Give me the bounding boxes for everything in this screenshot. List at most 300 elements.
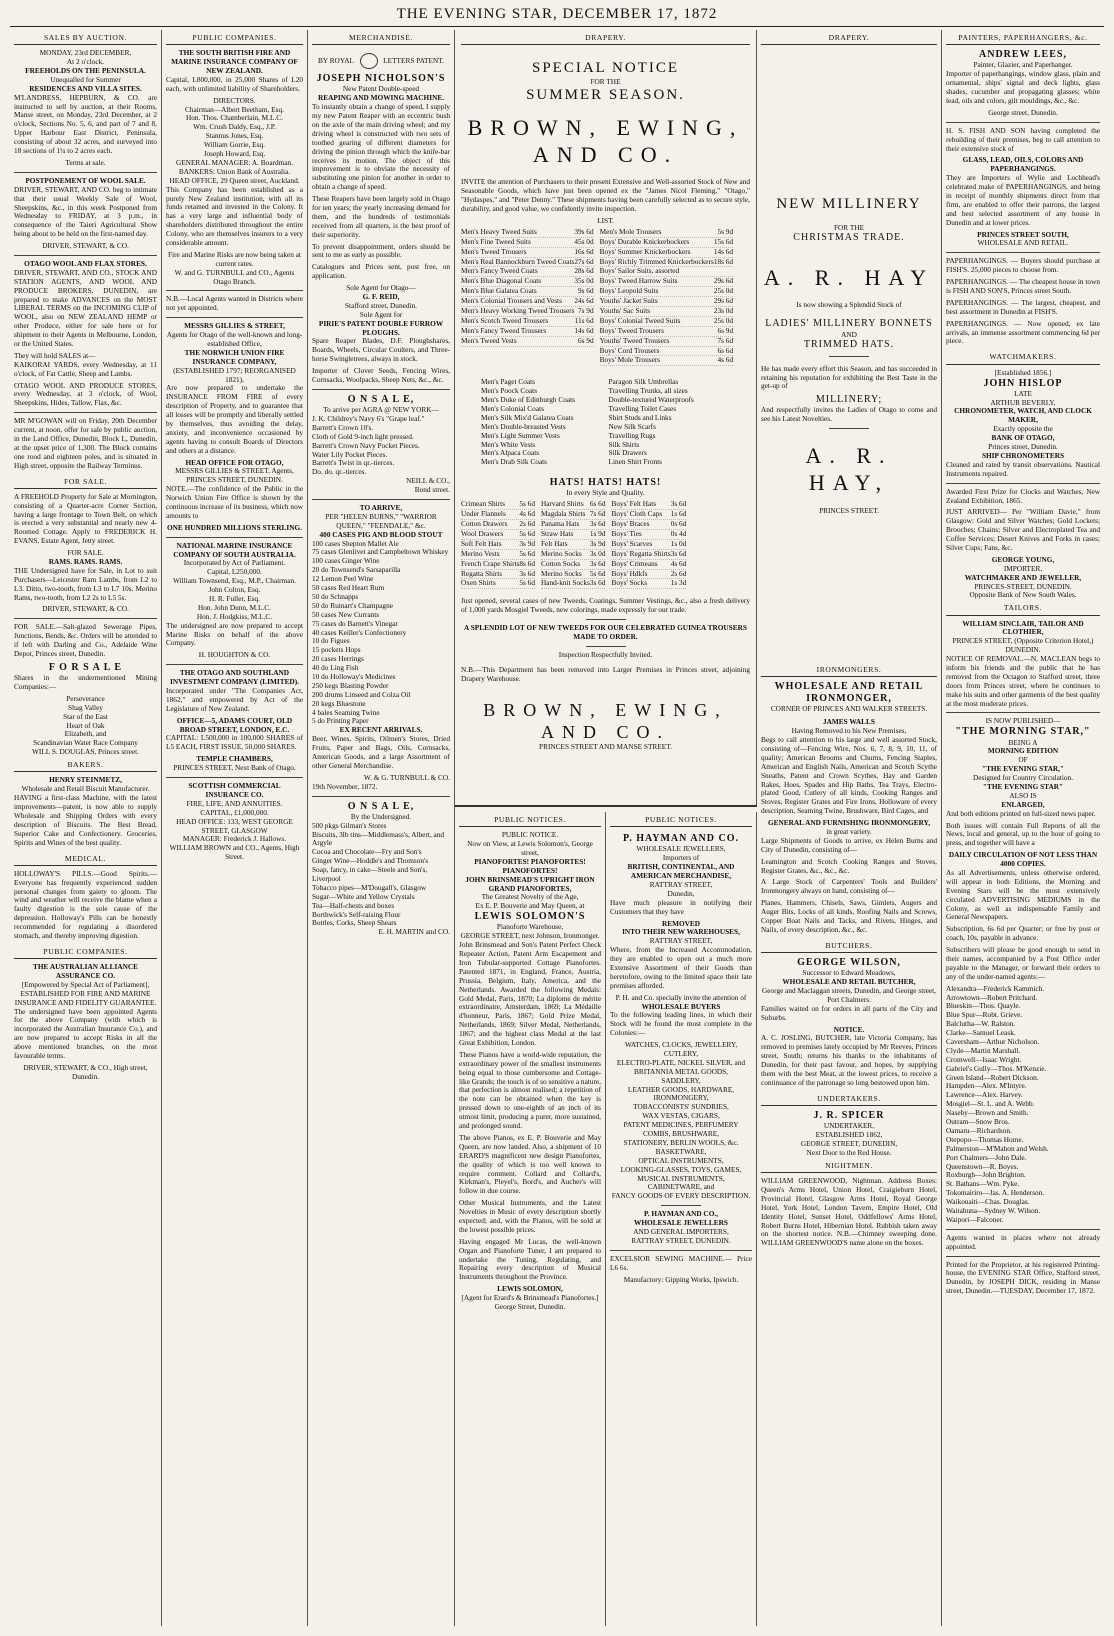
prevent-note: To prevent disappointment, orders should be sent to me as early as possible.: [312, 241, 450, 260]
item-price: 4s 6d: [670, 558, 687, 568]
list-item: Queenstown—R. Boyes.: [946, 1161, 1019, 1171]
hayman-rattray: RATTRAY STREET,: [649, 880, 713, 889]
list-item: J. K. Childrey's Navy 6's "Grape leaf.": [312, 414, 425, 424]
list-item: LOOKING-GLASSES, TOYS, GAMES,: [620, 1164, 742, 1174]
pianos-body-3: The above Pianos, ex E. P. Bouverie and May Queen, are now landed. Also, a shipment of 10 ERARD'S magnificent new design Pianofortes, the quality of which is too well known to require comment. Collard and Collard's, Kirkman's, Pleyel's, Bord's, and Aucher's will follow in due course.: [459, 1132, 601, 1196]
item-name: Soft Felt Hats: [461, 538, 502, 548]
solomon-address: GEORGE STREET, next Johnson, Ironmonger.: [460, 931, 600, 941]
section-header: PUBLIC NOTICES.: [610, 812, 752, 827]
item-price: 25s 0d: [713, 315, 734, 325]
catalogues-note: Catalogues and Prices sent, post free, on application.: [312, 262, 450, 281]
list-item: William Townsend, Esq., M.P., Chairman.: [173, 576, 296, 586]
inspection: Inspection Respectfully Invited.: [558, 649, 653, 659]
exactly-opposite: Exactly opposite the: [993, 424, 1053, 434]
divider: [829, 356, 869, 357]
auction-time: At 2 o'clock.: [66, 57, 105, 67]
list-item: Blueskin—Thos. Quayle.: [946, 1001, 1021, 1011]
list-item: H. R. Fuller, Esq.: [209, 594, 260, 604]
scottish-office: HEAD OFFICE: 133, WEST GEORGE STREET, GLASGOW: [176, 816, 293, 835]
hayman-rattray-2: RATTRAY STREET,: [649, 936, 713, 946]
item-name: Youths' Tweed Trousers: [599, 335, 670, 345]
item-name: French Crape Shirts: [461, 558, 520, 568]
scottish-manager: MANAGER: Frederick J. Hallows.: [182, 834, 287, 844]
item-name: Merino Socks: [540, 568, 582, 578]
item-name: Boys' Leopold Suits: [599, 286, 659, 296]
pianos-body: John Brinsmead and Son's Patent Perfect Check Repeater Action, Patent Arm Escapement and Iron Tubular-supported Cottage Pianofortes. Patented 1871, in England, France, Austria, Prussia, Belgium, Italy, America, and the Netherlands. Awarded the following Medals: Gold Medal, Paris, 1870; La diplome de mérite extraordinaire, Amsterdam, 1869; La Médaille d'honneur, Paris, 1867; Gold Prize Medal, Netherlands, 1869; Silver Medal, Netherlands, 1867; and the highest class Medal at the last Great Exhibition, London.: [459, 940, 601, 1048]
list-item: Shag Valley: [68, 702, 103, 712]
hislop-name: JOHN HISLOP: [983, 377, 1063, 389]
young-address: PRINCES-STREET, DUNEDIN.: [974, 581, 1072, 591]
otago-wool-body: DRIVER, STEWART, AND CO., STOCK AND STATION AGENTS, AND WOOL AND PRODUCE BROKERS, DUNEDIN, are prepared to make ADVANCES on the MOST LIBERAL TERMS on the INCOMING CLIP of WOOL, also on NEW ZEALAND HEMP or other Produce, either for sale here or for shipment to their Agents in Melbourne, London, or the United States.: [14, 267, 157, 348]
item-name: Boys' Regatta Shirts: [611, 548, 671, 558]
circulation: DAILY CIRCULATION OF NOT LESS THAN 4000 COPIES.: [948, 850, 1098, 869]
list-item: Hon. Thos. Chamberlain, M.L.C.: [186, 113, 283, 123]
item-name: Men's Real Bannockburn Tweed Coats: [461, 256, 575, 266]
scottish-capital: CAPITAL, £1,000,000.: [200, 807, 269, 817]
pianos-body-2: These Pianos have a world-wide reputation, the extraordinary power of the smallest instruments being equal to those cumbersome and Cottage-like Grands; the touch is of so sensitive a nature, that perfection is almost realised; a repetition of the note can be obtained when the key is pressed down to one-eighth of an inch of its utmost limit, producing a purer, more sustained, and prolonged sound.: [459, 1049, 601, 1131]
list-item: Tokomairiro—Jas. A. Henderson.: [946, 1188, 1045, 1198]
hayman-lines: [610, 1041, 752, 1201]
item-name: Boys' Crimeans: [611, 558, 658, 568]
item-name: Men's Fancy Tweed Coats: [461, 266, 538, 276]
section-header: PUBLIC COMPANIES.: [166, 30, 303, 45]
neill-sign: NEILL & CO.,: [406, 476, 450, 486]
nicholson-title: JOSEPH NICHOLSON'S: [316, 73, 446, 85]
otago-southland-title: THE OTAGO AND SOUTHLAND INVESTMENT COMPANY (LIMITED).: [170, 668, 299, 687]
list-item: Cocoa and Chocolate—Fry and Son's: [312, 847, 422, 857]
hay-title: A. R. HAY: [763, 264, 935, 290]
item-name: Boys' Mole Trousers: [599, 355, 661, 365]
section-header: DRAPERY.: [761, 30, 937, 45]
general-manager: GENERAL MANAGER: A. Boardman.: [175, 157, 294, 167]
item-name: Boys' Durable Knickerbockers: [599, 236, 690, 246]
established: [Established 1856.]: [994, 367, 1052, 377]
item-name: Boys' Cord Trousers: [599, 345, 660, 355]
hayman-into: INTO THEIR NEW WAREHOUSES,: [622, 927, 740, 937]
divider: [946, 1256, 1100, 1257]
divider: [661, 1205, 701, 1206]
for-the: FOR THE: [833, 222, 865, 232]
lees-address: George street, Dunedin.: [988, 107, 1058, 117]
item-name: Merino Vests: [461, 548, 500, 558]
item-price: 15s 6d: [713, 236, 734, 246]
national-body: The undersigned are now prepared to accept Marine Risks on behalf of the above Company.: [166, 620, 303, 648]
sole-agent: Sole Agent for Otago—: [346, 283, 416, 293]
subscription: Subscription, 6s 6d per Quarter; or free by post or coach, 10s, payable in advance.: [946, 924, 1100, 943]
item-price: 3s 6d: [670, 548, 687, 558]
houghton-sign: H. HOUGHTON & CO.: [198, 650, 271, 660]
section-header: TAILORS.: [946, 600, 1100, 615]
list-item: OPTICAL INSTRUMENTS,: [638, 1155, 724, 1165]
large-shipments: Large Shipments of Goods to arrive, ex Helen Burns and City of Dunedin, consisting of—: [761, 835, 937, 854]
coats-list: [481, 378, 730, 467]
otago-wool-title: OTAGO WOOL AND FLAX STORES.: [24, 258, 147, 268]
agents-wanted: Agents wanted in places where not already appointed.: [946, 1232, 1100, 1251]
list-item: Tobacco pipes—M'Dougall's, Glasgow: [312, 882, 427, 892]
solomon-sign: LEWIS SOLOMON,: [497, 1284, 563, 1294]
norwich-title: THE NORWICH UNION FIRE INSURANCE COMPANY,: [184, 347, 285, 366]
list-item: Men's Drab Silk Coats: [481, 457, 547, 467]
list-item: MUSICAL INSTRUMENTS,: [637, 1173, 725, 1183]
hayman-buyers: WHOLESALE BUYERS: [641, 1001, 721, 1011]
trimmed-hats: TRIMMED HATS.: [803, 339, 895, 351]
list-item: John Colton, Esq.: [208, 585, 261, 595]
price-row: [461, 337, 594, 347]
list-item: BASKETWARE,: [655, 1146, 707, 1156]
hats-sub: In every Style and Quality.: [566, 488, 645, 498]
lees-name: ANDREW LEES,: [979, 49, 1067, 61]
pianofortes-title: PIANOFORTES! PIANOFORTES! PIANOFORTES!: [474, 856, 586, 875]
item-price: 7s 6d: [589, 509, 606, 519]
item-name: Youths' Jacket Suits: [599, 296, 658, 306]
list-item: Soap, fancy, in cake—Steele and Son's, Liverpool: [312, 865, 428, 883]
scottish-sign: WILLIAM BROWN and CO., Agents, High Street.: [169, 843, 300, 862]
alliance-sub: [Empowered by Special Act of Parliament], ESTABLISHED FOR FIRE AND MARINE INSURANCE AND FIDELITY GUARANTEE.: [14, 979, 157, 1007]
cargo-list: [312, 540, 450, 727]
bank-address: Princes street, Dunedin.: [988, 442, 1058, 452]
item-name: Cotton Drawers: [461, 519, 508, 529]
list-item: Mosgiel—St. L. and A. Webb.: [946, 1099, 1035, 1109]
item-price: 3s 6d: [589, 578, 606, 588]
item-name: Boys' Tweed Harrow Suits: [599, 276, 678, 286]
list-item: Outram—Snow Bros.: [946, 1117, 1010, 1127]
item-price: 5s 6d: [519, 578, 535, 588]
list-item: Barrett's Crown 10's.: [312, 422, 374, 432]
spicer-address: GEORGE STREET, DUNEDIN,: [800, 1139, 898, 1149]
evening-star: "THE EVENING STAR,": [982, 764, 1064, 774]
list-item: Star of the East: [63, 711, 108, 721]
list-item: 200 drums Linseed and Colza Oil: [312, 689, 411, 699]
letters-patent: LETTERS PATENT.: [383, 55, 444, 65]
norwich-agents: MESSRS GILLIES & STREET, Agents,: [175, 466, 294, 476]
divider: [946, 252, 1100, 253]
item-name: Men's Tweed Vests: [461, 335, 517, 345]
item-price: 6s 9d: [717, 325, 734, 335]
for-sale-title: FOR SALE.: [67, 548, 104, 558]
sewerage-notice: FOR SALE.—Salt-glazed Sewerage Pipes, Junctions, Bends, &c. Orders will be attended to if left with Darling and Co., Adelaide Wine Depot, Princes street, Dunedin.: [14, 622, 157, 659]
section-header: BAKERS.: [14, 757, 157, 772]
item-price: 16s 6d: [574, 246, 594, 256]
item-name: Men's Scotch Tweed Trousers: [461, 315, 549, 325]
special-notice: SPECIAL NOTICE: [531, 60, 680, 77]
on-view: Now on View, at Lewis Solomon's, George street,: [467, 839, 593, 858]
list-item: Heart of Oak: [66, 720, 105, 730]
summer-season: SUMMER SEASON.: [526, 87, 685, 104]
item-price: 6s 6d: [717, 345, 734, 355]
item-price: 27s 6d: [574, 256, 594, 266]
opened-note: Just opened, several cases of new Tweeds, Coatings, Summer Vestings, &c., also a fresh delivery of 1,000 yards Mosgiel Tweeds, new colorings, made expressly for our trade.: [461, 596, 750, 615]
divider: [14, 412, 157, 413]
column-merchandise: [308, 30, 455, 1626]
solomon-name: LEWIS SOLOMON'S: [474, 911, 586, 923]
temple-sub: PRINCES STREET, Next Bank of Otago.: [173, 763, 296, 773]
being: BEING A: [1008, 737, 1038, 747]
enlarged-body: And both editions printed on full-sized news paper.: [946, 808, 1096, 818]
walls-body: Begs to call attention to his large and well assorted Stock, consisting of—Fencing Wire, Nos. 6, 7, 8, 9, 10, 11, of quality; American Brooms and Churns, Fencing Staples, American and English Nails, American and Scotch Scythe Sneaths, Patent and Crown Scythes, Hay and Garden Rakes, Hoes, Spades and Hip Baths, Tea Trays, Electro-plated Good, Cutlery of all kinds, Cooking Ranges and Stoves, Register Grates and Fire Irons, Holloware of every description, Seaming Twine, Brushware, Bird Cages, and: [761, 735, 937, 816]
list-item: Tea—Half-chests and boxes: [312, 900, 395, 910]
item-price: 4s 6d: [717, 355, 734, 365]
section-header: PUBLIC NOTICES.: [459, 812, 601, 827]
item-price: 24s 6d: [574, 296, 594, 306]
item-name: Harvard Shirts: [540, 499, 584, 509]
norwich-body: Are now prepared to undertake the INSURANCE FROM FIRE of every description of Property, and to guarantee that all losses will be promptly and liberally settled by themselves, thus avoiding the delay, anxiety, and inconvenience occasioned by agents having to consult Boards of Directors and others at a distance.: [166, 383, 303, 455]
item-name: Under Flannels: [461, 509, 506, 519]
beverly: ARTHUR BEVERLY,: [990, 397, 1056, 407]
item-name: Boys' Hdkfs: [611, 568, 648, 578]
list-item: Palmerston—M'Mahon and Welsh.: [946, 1143, 1049, 1153]
section-header: NIGHTMEN.: [761, 1158, 937, 1173]
item-price: 5s 9d: [717, 226, 734, 236]
list-item: 10 do Figues: [312, 636, 350, 646]
list-item: 50 cases Red Heart Rum: [312, 583, 385, 593]
advertisements: As all Advertisements, unless otherwise ordered, will appear in both Editions, the Morning and Evening Stars will be the most extensively circulated ADVERTISING MEDIUMS in the Colony, as well as indispensable Family and General Newspapers.: [946, 868, 1100, 922]
norwich-established: (ESTABLISHED 1797; REORGANISED 1821),: [173, 365, 296, 384]
otago-stores: OTAGO WOOL AND PRODUCE STORES, every Wednesday, at 3 o'clock, of Wool, Sheepskins, Hides, Tallow, Flax, &c.: [14, 380, 157, 408]
mcgowan-notice: MR M'GOWAN will on Friday, 20th December current, at noon, offer for sale by public auction, in the Land Office, Dunedin, Block L, Dunedin, at the upset price of 1,300. The Block contains one rood and eighteen poles, and is situated in High street, opposite the Railway Terminus.: [14, 416, 157, 470]
list-item: 75 cases Glenlivet and Campbeltown Whiskey: [312, 547, 449, 557]
list-item: 100 cases Ginger Wine: [312, 556, 380, 566]
item-price: 0s 6d: [670, 519, 687, 529]
list-item: New Silk Scarfs: [608, 421, 656, 431]
sinclair-name: WILLIAM SINCLAIR, TAILOR AND CLOTHIER,: [962, 618, 1084, 637]
list-item: Scandinavian Water Race Company: [33, 738, 138, 748]
item-name: Men's Fancy Tweed Trousers: [461, 325, 547, 335]
item-name: Boys' Colonial Tweed Suits: [599, 315, 681, 325]
item-price: 1s 6d: [670, 509, 687, 519]
item-price: 11s 6d: [574, 315, 594, 325]
morning-star: "THE MORNING STAR,": [955, 726, 1091, 738]
item-name: Cotton Socks: [540, 558, 581, 568]
sole-agent-2: Sole Agent for: [359, 309, 403, 319]
divider: [166, 317, 303, 318]
list-item: STATIONERY, BERLIN WOOLS, &c.: [623, 1137, 739, 1147]
imprint: Printed for the Proprietor, at his registered Printing-house, the EVENING STAR Office, Stafford street, Dunedin, by JOSEPH DICK, residing in Manse street, Dunedin.—TUESDAY, December 17, 1872.: [946, 1259, 1100, 1296]
list-item: Clarke—Samuel Leask.: [946, 1028, 1016, 1038]
list-item: Cromwell—Isaac Wright.: [946, 1054, 1022, 1064]
spare-parts: Spare Reaper Blades, D.F. Ploughshares, Boards, Wheels, Circular Coulters, and Three-horse Swingletrees, always in stock.: [312, 336, 450, 364]
list-item: Cloth of Gold 9-inch light pressed.: [312, 431, 414, 441]
hats-list-3: [611, 500, 686, 589]
young-name: GEORGE YOUNG,: [991, 554, 1055, 564]
residences-title: RESIDENCES AND VILLA SITES.: [29, 83, 142, 93]
to-arrive-title: TO ARRIVE,: [359, 503, 403, 513]
list-item: 10 do Holloway's Medicines: [312, 671, 396, 681]
item-price: 45s 0d: [574, 236, 594, 246]
list-item: 15 pockets Hops: [312, 645, 361, 655]
freehold-notice: A FREEHOLD Property for Sale at Mornington, consisting of a Quarter-acre Corner Section, having a large frontage to Town Belt, on which is erected a very substantial and nearly new 4-Roomed Cottage. Apply to FREDERICK H. EVANS, Estate Agent, Jetty street.: [14, 491, 157, 546]
issues: Both issues will contain Full Reports of all the News, local and general, up to the hour of going to press, and together will have a: [946, 820, 1100, 848]
section-rule: [455, 805, 757, 807]
list-item: TOBACCONISTS' SUNDRIES,: [633, 1102, 729, 1112]
divider: [14, 618, 157, 619]
new-millinery: NEW MILLINERY: [776, 196, 922, 213]
maclean-notice: NOTICE OF REMOVAL.—N. MACLEAN begs to inform his friends and the public that he has removed from the Octagon to Stafford street, three doors from Princes street, where he continues to make his suits and other garments of the best quality at the most moderate prices.: [946, 654, 1100, 708]
solomon-sign-address: George Street, Dunedin.: [494, 1301, 566, 1311]
list-item: Travelling Rugs: [608, 430, 656, 440]
pianos-body-5: Having engaged Mr Lucas, the well-known Organ and Pianoforte Tuner, I am prepared to undertake the Tuning, Regulating, and Repairing every description of Musical Instruments throughout the Province.: [459, 1236, 601, 1282]
column-sales-by-auction: [10, 30, 162, 1626]
list-item: Men's Light Summer Vests: [481, 430, 560, 440]
list-item: Balclutha—W. Ralston.: [946, 1019, 1016, 1029]
hayman-title: P. HAYMAN AND CO.: [623, 833, 739, 845]
column-drapery-ironmongers: [757, 30, 942, 1626]
sinclair-address: PRINCES STREET, (Opposite Criterion Hotel,) DUNEDIN.: [952, 636, 1094, 655]
young-trade: WATCHMAKER AND JEWELLER,: [964, 572, 1082, 582]
by-undersigned: By the Undersigned.: [350, 811, 412, 821]
wilson-body: Families waited on for orders in all parts of the City and Suburbs.: [761, 1003, 937, 1022]
walls-sub: Having Removed to his New Premises,: [791, 726, 907, 736]
auction-date: MONDAY, 23rd DECEMBER,: [39, 48, 132, 58]
item-price: 1s 0d: [670, 538, 687, 548]
sales-at: They will hold SALES at—: [14, 350, 96, 360]
item-name: Panama Hats: [540, 519, 580, 529]
gillies-street: MESSRS GILLIES & STREET,: [184, 321, 285, 331]
item-name: Men's Colonial Trousers and Vests: [461, 296, 562, 306]
wilson-sub: Successor to Edward Meadows,: [802, 968, 896, 978]
list-item: Joseph Howard, Esq.: [203, 149, 266, 159]
also-is: ALSO IS: [1009, 790, 1037, 800]
pianos-body-4: Other Musical Instruments, and the Latest Novelties in Music of every description shortly expected; and, with the Pianos, will be sold at the lowest possible prices.: [459, 1198, 601, 1234]
hayman-importers: Importers of: [662, 853, 700, 863]
paperhangings-3: PAPERHANGINGS. — The largest, cheapest, and best assortment in Dunedin at FISH'S.: [946, 297, 1100, 316]
of: OF: [1018, 755, 1028, 765]
and: AND: [841, 329, 857, 339]
list-item: 250 kegs Blasting Powder: [312, 680, 389, 690]
item-name: Hand-knit Socks: [540, 578, 590, 588]
hay-invites: And respectfully invites the Ladies of Otago to come and see his Latest Novelties.: [761, 405, 937, 424]
section-header: UNDERTAKERS.: [761, 1091, 937, 1106]
paperhangings-4: PAPERHANGINGS. — Now opened, ex late arrivals, an immense assortment commencing 6d per piece.: [946, 318, 1100, 346]
coats-right: [609, 378, 731, 467]
ship-chronometers: SHIP CHRONOMETERS: [981, 450, 1065, 460]
list-item: Roxburgh—John Brighton.: [946, 1170, 1026, 1180]
section-header: FOR SALE.: [14, 474, 157, 489]
list-item: Silk Shirts: [608, 439, 640, 449]
list-item: WATCHES, CLOCKS, JEWELLERY, CUTLERY,: [624, 1040, 738, 1059]
awarded: Awarded First Prize for Clocks and Watches, New Zealand Exhibition, 1865.: [946, 486, 1100, 505]
list-item: Hon. J. Hodgkiss, M.L.C.: [196, 611, 273, 621]
item-price: 5s 6d: [519, 528, 535, 538]
directors-label: DIRECTORS.: [213, 95, 256, 105]
item-name: Merino Socks: [540, 548, 582, 558]
designed: Designed for Country Circulation.: [972, 773, 1074, 783]
national-directors: [166, 577, 303, 621]
wholesale-retail: WHOLESALE AND RETAIL IRONMONGER,: [774, 681, 924, 705]
list-item: Naseby—Brown and Smith.: [946, 1108, 1029, 1118]
item-name: Men's Blue Diagonal Coats: [461, 276, 542, 286]
item-name: Men's Heavy Tweed Suits: [461, 226, 537, 236]
divider: [946, 483, 1100, 484]
enlarged: ENLARGED,: [1001, 799, 1045, 809]
list-item: Bottles, Corks, Sheep Shears: [312, 918, 397, 928]
list-item: Oamaru—Richardson.: [946, 1125, 1012, 1135]
list-item: Men's Double-breasted Vests: [481, 421, 566, 431]
postponement-title: POSTPONEMENT OF WOOL SALE.: [25, 175, 146, 185]
list-item: Clyde—Martin Marshall.: [946, 1045, 1021, 1055]
reid-name: G. F. REID,: [362, 292, 400, 302]
item-price: 1s 3d: [670, 578, 687, 588]
item-price: 23s 0d: [713, 305, 734, 315]
list-item: Water Lily Pocket Pieces.: [312, 449, 388, 459]
list-item: CABINETWARE, and: [647, 1182, 715, 1192]
wilson-address: George and Maclaggan streets, Dunedin, and George street, Port Chalmers.: [762, 986, 936, 1004]
list-item: 20 cases Herrings: [312, 654, 364, 664]
excelsior-notice: EXCELSIOR SEWING MACHINE.— Price L6 6s.: [610, 1253, 752, 1272]
lees-sub: Painter, Glazier, and Paperhanger.: [973, 60, 1073, 70]
price-list-left: [461, 228, 594, 366]
public-notice: PUBLIC NOTICE.: [501, 830, 559, 840]
price-row: [541, 579, 605, 589]
scottish-title: SCOTTISH COMMERCIAL INSURANCE CO.: [188, 781, 281, 799]
list-item: 5 do Printing Paper: [312, 716, 369, 726]
item-name: Boys' Richly Trimmed Knickerbockers: [599, 256, 714, 266]
list-item: 12 Lemon Peel Wine: [312, 574, 374, 584]
list-item: 50 do Schnapps: [312, 591, 359, 601]
steinmetz-name: HENRY STEINMETZ,: [49, 775, 122, 785]
item-price: 3s 6d: [589, 558, 606, 568]
price-list: [461, 226, 750, 368]
list-item: 100 cases Shepton Mallet Ale: [312, 538, 399, 548]
item-name: Youths' Sac Suits: [599, 305, 651, 315]
item-price: 5s 6d: [519, 548, 535, 558]
item-price: 39s 6d: [574, 226, 594, 236]
pianoforte-warehouse: Pianoforte Warehouse,: [496, 922, 564, 932]
hayman-sign-4: RATTRAY STREET, DUNEDIN.: [631, 1235, 731, 1245]
otago-southland-inc: Incorporated under "The Companies Act, 1862," and empowered by Act of the Legislature of New Zealand.: [166, 686, 303, 713]
list-item: Borthwick's Self-raising Flour: [312, 909, 401, 919]
fish-body: They are Importers of Wylie and Lochhead's celebrated make of PAPERHANGINGS, and being in receipt of monthly shipments direct from that firm, are enabled to offer their patrons, the largest and best selected assortment of any house in Dunedin and at lower prices.: [946, 173, 1100, 227]
divider: [829, 428, 869, 429]
list-item: 500 pkgs Gilman's Stores: [312, 820, 387, 830]
masthead: THE EVENING STAR, DECEMBER 17, 1872: [396, 6, 718, 22]
list-item: Men's Alpaca Coats: [481, 448, 540, 458]
hayman-sign: P. HAYMAN AND CO.,: [643, 1209, 719, 1219]
item-name: Boys' Tweed Trousers: [599, 325, 664, 335]
price-list-right: [600, 228, 733, 366]
reapers-body: These Reapers have been largely sold in Otago for ten years; the yearly increasing demand for them, and the hundreds of testimonials received from all quarters, is the best proof of their superiority.: [312, 194, 450, 239]
drapery-intro: INVITE the attention of Purchasers to their present Extensive and Well-assorted Stock of New and Seasonable Goods, which have just been opened ex the "James Nicol Fleming," "Otago," "Hydaspes," and "Peter Denny." These shipments having been carefully selected as to secure style, durability, and good value, we confidently invite inspection.: [461, 177, 750, 214]
south-british-title: THE SOUTH BRITISH FIRE AND MARINE INSURANCE COMPANY OF NEW ZEALAND.: [171, 48, 298, 76]
section-header: BUTCHERS.: [761, 938, 937, 953]
column-public-notices-2: [606, 812, 756, 1626]
list-item: Hampden—Alex. M'Intyre.: [946, 1081, 1027, 1091]
list-item: Do. do. qr.-tierces.: [312, 467, 367, 477]
rams-sign: DRIVER, STEWART, & CO.: [42, 604, 129, 614]
hayman-where: Where, from the Increased Accommodation, they are enabled to open out a much more Extensive Assortment of their Goods than heretofore, owing to the limited space their late premises afforded.: [610, 945, 752, 990]
column-public-companies: [162, 30, 308, 1626]
hats-list: [461, 498, 750, 591]
late: LATE: [1014, 388, 1032, 398]
divider: [312, 389, 450, 390]
head-office: HEAD OFFICE, 29 Queen street, Auckland.: [169, 175, 300, 185]
list-item: Waipori—Falconer.: [946, 1214, 1004, 1224]
by-royal: BY ROYAL: [318, 55, 355, 65]
fish-address: PRINCES STREET SOUTH,: [977, 229, 1069, 239]
hats-title: HATS! HATS! HATS!: [549, 477, 662, 489]
list-item: ELECTRO-PLATE, NICKEL SILVER, and BRITANNIA METAL GOODS,: [616, 1057, 746, 1076]
hats-list-2: [541, 500, 605, 589]
royal-arms-icon: [360, 53, 378, 69]
item-name: Boys' Felt Hats: [611, 499, 657, 509]
list-item: St. Bathans—Wm. Pyke.: [946, 1179, 1020, 1189]
list-item: LEATHER GOODS, HARDWARE, IRONMONGERY,: [627, 1084, 735, 1103]
reid-address: Stafford street, Dunedin.: [344, 300, 417, 310]
item-price: 7s 9d: [578, 305, 594, 315]
hayman-lines-intro: To the following leading lines, in which their Stock will be found the most complete in the Colonies:—: [610, 1010, 752, 1038]
list-item: Ginger Wine—Hoddle's and Thomson's: [312, 856, 429, 866]
list-item: 40 cases Keiller's Confectionery: [312, 627, 407, 637]
turnbull-sign: W. & G. TURNBULL & CO.: [363, 772, 450, 782]
